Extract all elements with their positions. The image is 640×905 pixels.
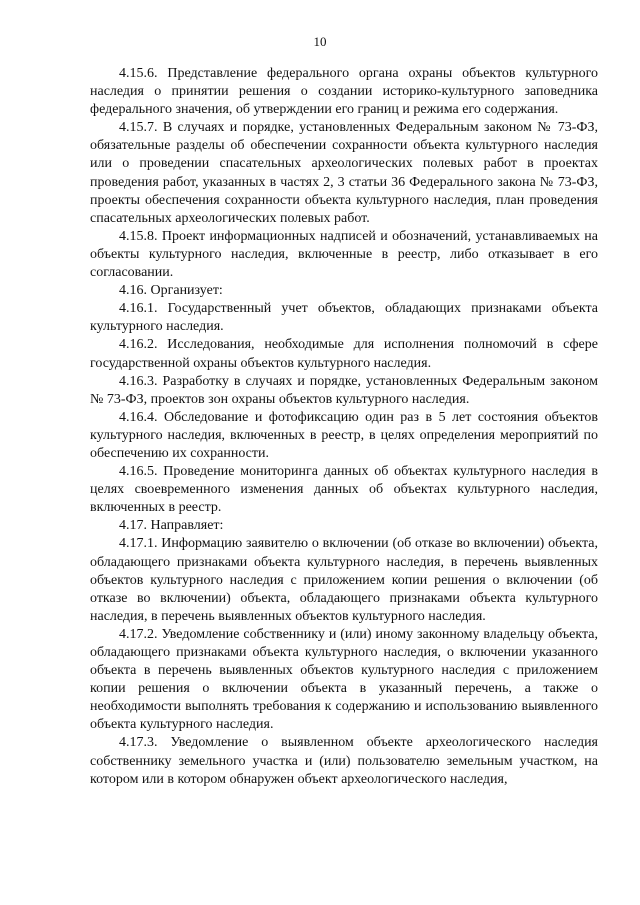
paragraph-4-17-2: 4.17.2. Уведомление собственнику и (или) иному законному владельцу объекта, обладающего признаками объекта культурного наследия, о включении указанного объекта в перечень выявленных объектов культурного наследия с приложением копии решения о включении объекта в указанный перечень, а также о необходимости выполнять требования к содержанию и использованию выявленного объекта культурного наследия. bbox=[90, 626, 598, 733]
paragraph-4-15-8: 4.15.8. Проект информационных надписей и обозначений, устанавливаемых на объекты культурного наследия, включенные в реестр, либо отказывает в его согласовании. bbox=[90, 228, 598, 281]
paragraph-4-15-7: 4.15.7. В случаях и порядке, установленных Федеральным законом № 73-ФЗ, обязательные разделы об обеспечении сохранности объекта культурного наследия или о проведении спасательных археологических полевых работ в проектах проведения работ, указанных в частях 2, 3 статьи 36 Федерального закона № 73-ФЗ, проекты обеспечения сохранности объекта культурного наследия, план проведения спасательных археологических полевых работ. bbox=[90, 120, 598, 226]
paragraph-4-15-6: 4.15.6. Представление федерального органа охраны объектов культурного наследия о принятии решения о создании историко-культурного заповедника федерального значения, об утверждении его границ и режима его содержания. bbox=[90, 66, 598, 118]
paragraph-4-16-1: 4.16.1. Государственный учет объектов, обладающих признаками объекта культурного наследия. bbox=[90, 301, 598, 335]
page-number: 10 bbox=[313, 34, 327, 49]
paragraph-4-16-4: 4.16.4. Обследование и фотофиксацию один раз в 5 лет состояния объектов культурного наследия, включенных в реестр, в целях определения мероприятий по обеспечению их сохранности. bbox=[90, 409, 598, 461]
paragraph-4-17: 4.17. Направляет: bbox=[119, 518, 224, 534]
paragraph-4-17-3: 4.17.3. Уведомление о выявленном объекте археологического наследия собственнику земельного участка и (или) пользователю земельным участком, на котором или в котором обнаружен объект археологического наследия, bbox=[90, 735, 598, 787]
paragraph-4-16-3: 4.16.3. Разработку в случаях и порядке, установленных Федеральным законом № 73-ФЗ, проектов зон охраны объектов культурного наследия. bbox=[90, 373, 598, 407]
paragraph-4-16-2: 4.16.2. Исследования, необходимые для исполнения полномочий в сфере государственной охраны объектов культурного наследия. bbox=[90, 337, 598, 371]
paragraph-4-16-5: 4.16.5. Проведение мониторинга данных об объектах культурного наследия в целях своевременного изменения данных об объектах культурного наследия, включенных в реестр. bbox=[90, 464, 598, 516]
document-body bbox=[90, 65, 598, 789]
paragraph-4-17-1: 4.17.1. Информацию заявителю о включении (об отказе во включении) объекта, обладающего признаками объекта культурного наследия, в перечень выявленных объектов культурного наследия с приложением копии решения о включении (об отказе во включении) объекта, обладающего признаками объекта культурного наследия, в перечень выявленных объектов культурного наследия. bbox=[90, 536, 598, 624]
paragraph-4-16: 4.16. Организует: bbox=[119, 283, 223, 299]
